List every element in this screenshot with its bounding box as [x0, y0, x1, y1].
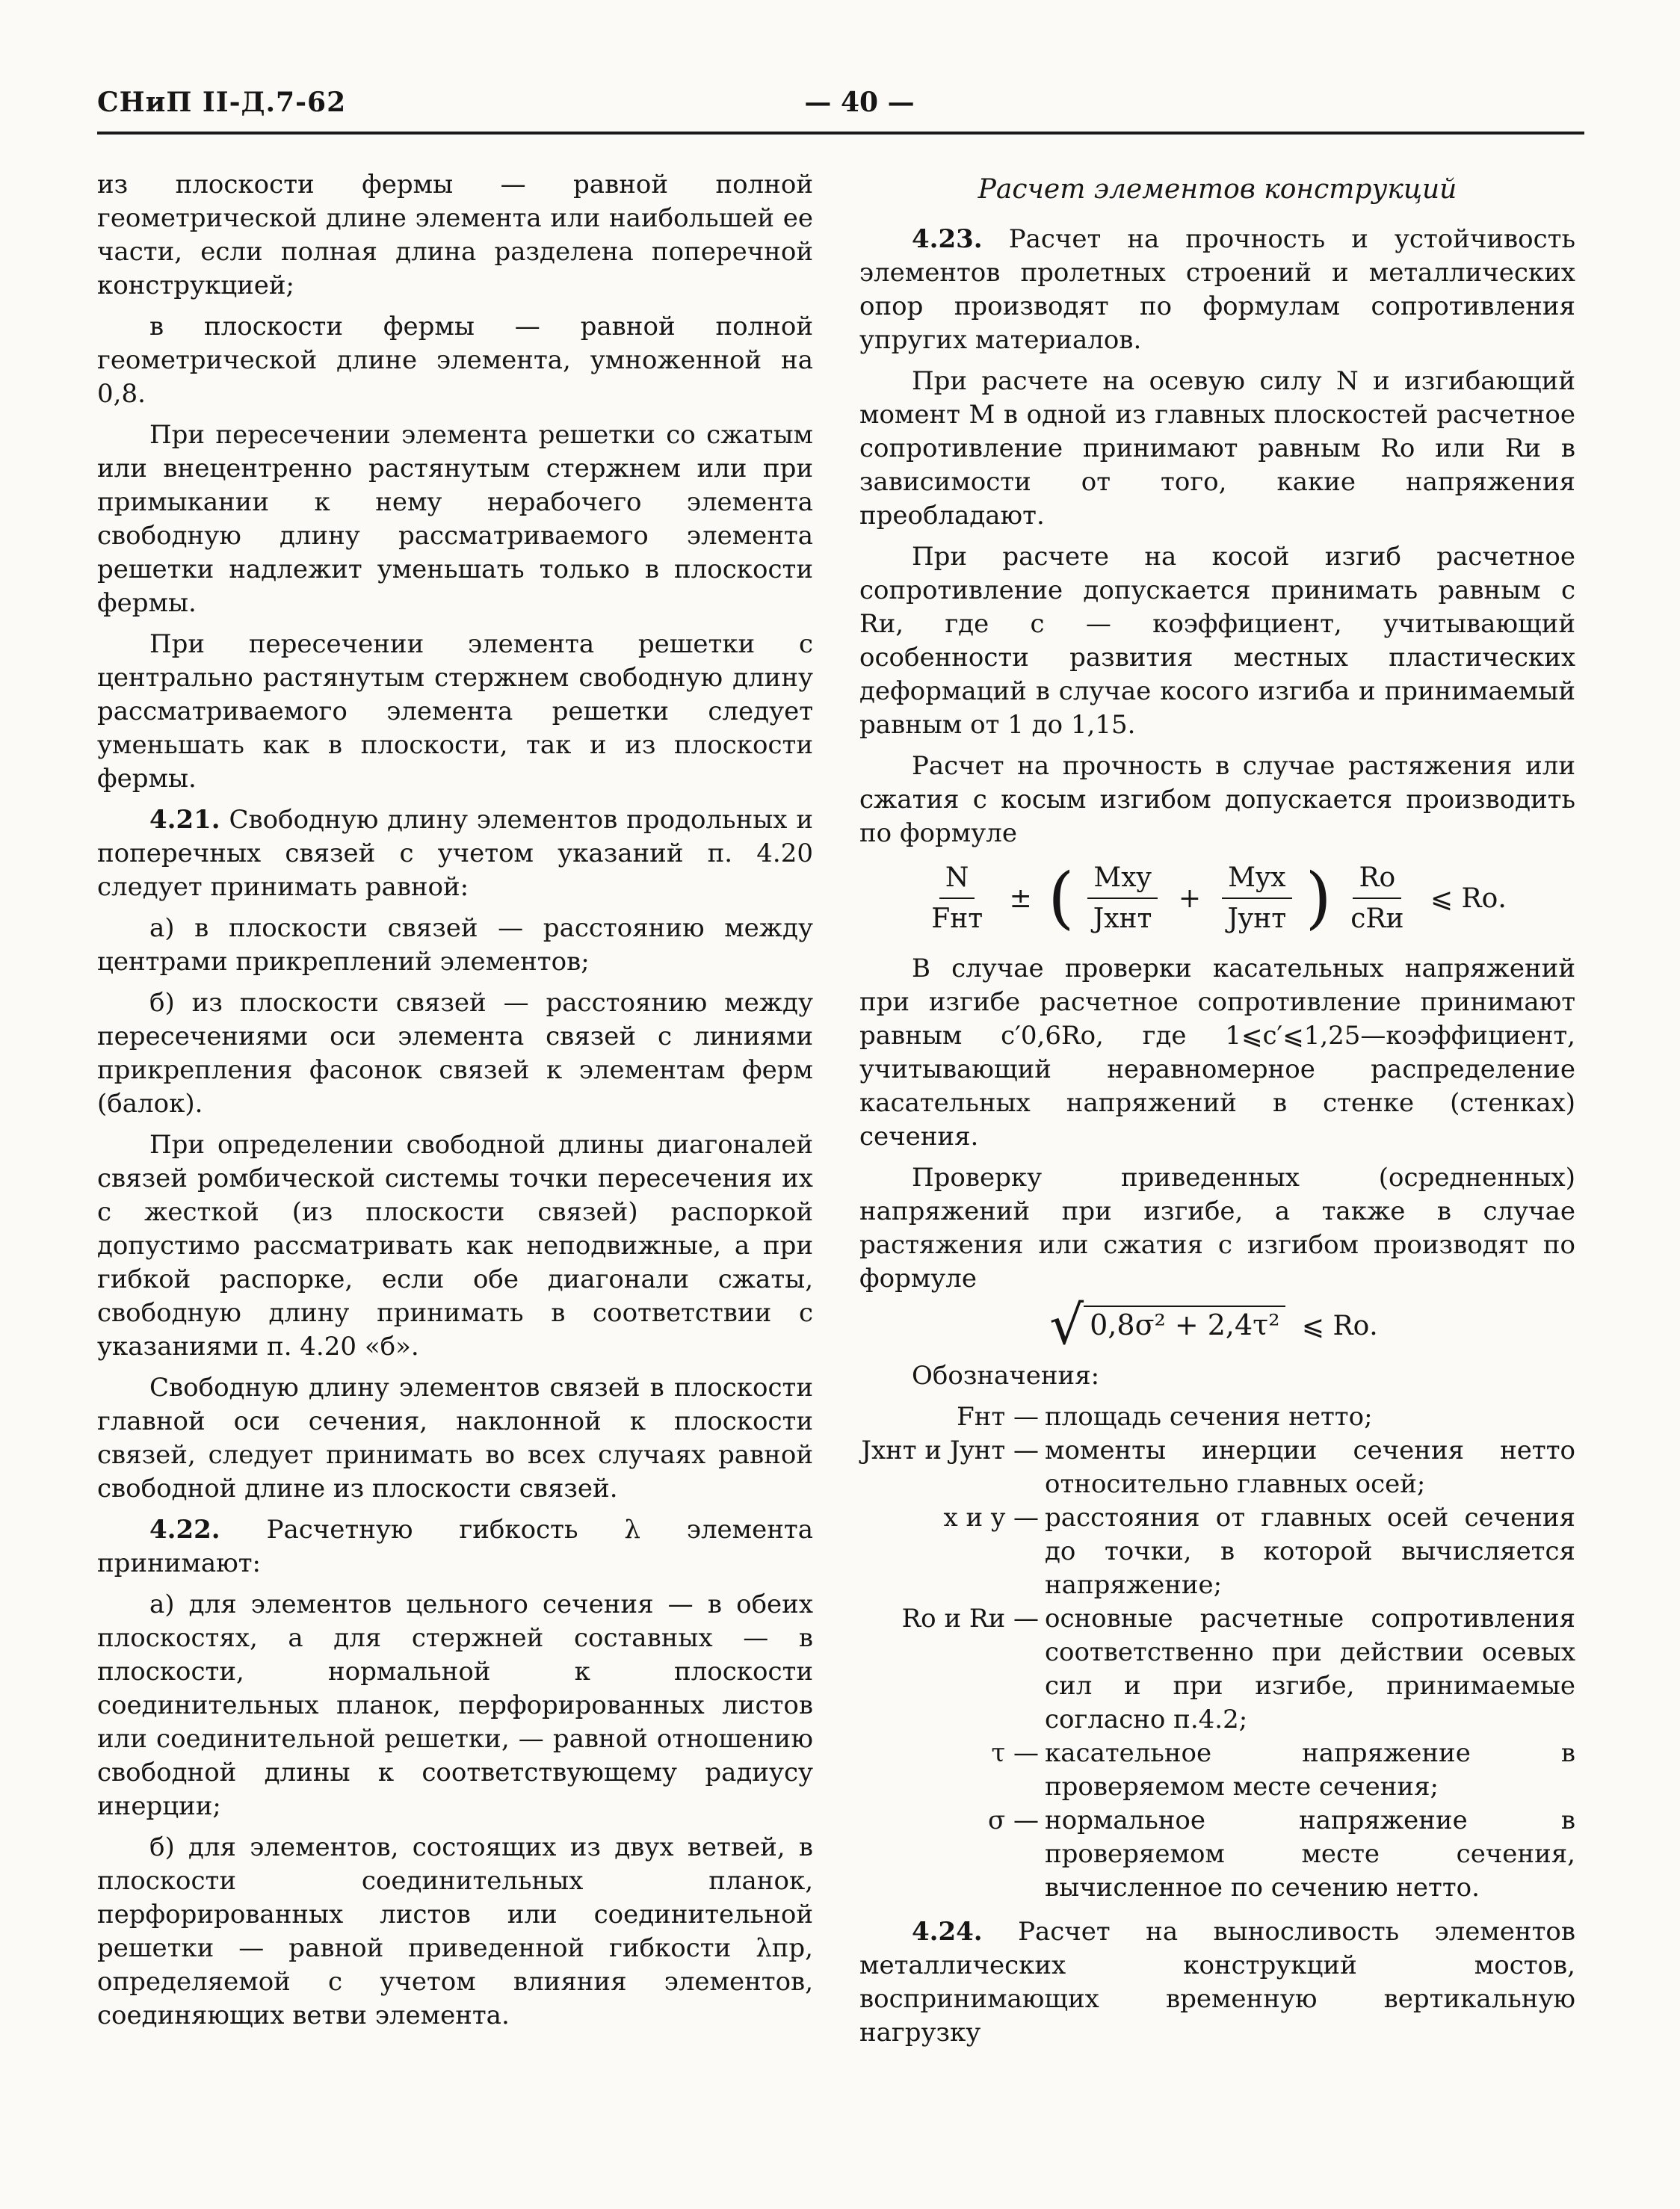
notation-item [859, 1804, 1575, 1905]
paragraph: из плоскости фермы — равной полной геометрической длине элемента или наибольшей ее части, если полная длина разделена поперечной конструкцией; [97, 170, 813, 300]
fraction-mxy-over-jx [1087, 861, 1158, 936]
notation-list [859, 1400, 1575, 1905]
notation-definition: основные расчетные сопротивления соответственно при действии осевых сил и при изгибе, принимаемые согласно п.4.2; [1045, 1603, 1575, 1734]
clause-number: 4.21. [149, 805, 220, 835]
notation-symbol: τ — [991, 1737, 1039, 1768]
clause-4-22 [97, 1513, 813, 1581]
paragraph: При пересечении элемента решетки со сжатым или внецентренно растянутым стержнем или при примыкании к нему нерабочего элемента свободную длину рассматриваемого элемента решетки надлежит уменьшать только в плоскости фермы. [97, 420, 813, 618]
clause-number: 4.24. [912, 1916, 983, 1947]
paragraph: При расчете на осевую силу N и изгибающий момент M в одной из главных плоскостей расчетное сопротивление принимают равным Rо или Rи в зависимости от того, какие напряжения преобладают. [859, 366, 1575, 531]
notation-item [859, 1400, 1575, 1434]
paragraph: а) для элементов цельного сечения — в обеих плоскостях, а для стержней составных — в плоскости, нормальной к плоскости соединительных планок, перфорированных листов или соединительной решетки, — равной отношению свободной длины к соответствующему радиусу инерции; [97, 1589, 813, 1821]
notation-definition: площадь сечения нетто; [1045, 1401, 1373, 1432]
square-root [1049, 1294, 1285, 1356]
page-header [97, 81, 1584, 135]
clause-number: 4.23. [912, 224, 983, 254]
notation-definition: нормальное напряжение в проверяемом месте сечения, вычисленное по сечению нетто. [1045, 1805, 1575, 1903]
formula-oblique-bending [859, 861, 1575, 936]
paragraph: В случае проверки касательных напряжений при изгибе расчетное сопротивление принимают равным c′0,6Rо, где 1⩽c′⩽1,25—коэффициент, учитывающий неравномерное распределение касательных напряжений в стенке (стенках) сечения. [859, 954, 1575, 1152]
page-number: — 40 — [804, 87, 915, 118]
numerator: N [939, 861, 975, 899]
clause-4-24 [859, 1915, 1575, 2050]
left-paren: ( [1048, 859, 1075, 937]
clause-4-23 [859, 223, 1575, 357]
paragraph: Свободную длину элементов связей в плоскости главной оси сечения, наклонной к плоскости связей, следует принимать во всех случаях равной свободной длине из плоскости связей. [97, 1373, 813, 1504]
denominator: Fнт [931, 903, 983, 934]
notation-symbol: σ — [987, 1805, 1039, 1835]
numerator: Myx [1222, 861, 1292, 899]
radicand: 0,8σ² + 2,4τ² [1084, 1306, 1285, 1341]
notation-item [859, 1501, 1575, 1602]
paragraph: Расчет на прочность в случае растяжения или сжатия с косым изгибом допускается производить по формуле [859, 751, 1575, 848]
numerator: Rо [1353, 861, 1401, 899]
right-paren: ) [1305, 859, 1332, 937]
header-rule [97, 132, 1584, 135]
clause-text: Расчет на выносливость элементов металлических конструкций мостов, воспринимающих временную вертикальную нагрузку [859, 1916, 1575, 2048]
clause-number: 4.22. [149, 1515, 220, 1545]
fraction-n-over-f [925, 861, 989, 936]
section-title: Расчет элементов конструкций [978, 174, 1457, 205]
fraction-myx-over-jy [1222, 861, 1293, 936]
paragraph: в плоскости фермы — равной полной геометрической длине элемента, умноженной на 0,8. [97, 312, 813, 409]
document-code: СНиП II-Д.7-62 [97, 87, 347, 118]
notation-definition: моменты инерции сечения нетто относительно главных осей; [1045, 1435, 1575, 1499]
clause-text: Расчетную гибкость λ элемента принимают: [97, 1515, 813, 1578]
notation-symbol: x и y — [943, 1502, 1039, 1533]
paragraph: а) в плоскости связей — расстоянию между центрами прикреплений элементов; [97, 913, 813, 977]
denominator: Jyнт [1227, 903, 1287, 934]
left-column [97, 168, 813, 2040]
clause-text: Расчет на прочность и устойчивость элементов пролетных строений и металлических опор производят по формулам сопротивления упругих материалов. [859, 224, 1575, 355]
denominator: Jxнт [1093, 903, 1152, 934]
notation-item [859, 1602, 1575, 1737]
notation-symbol: Jxнт и Jyнт — [861, 1435, 1039, 1465]
notation-item [859, 1737, 1575, 1804]
formula-reduced-stress [859, 1294, 1575, 1356]
clause-4-21 [97, 803, 813, 904]
plus-minus-sign: ± [1009, 883, 1032, 914]
notation-definition: касательное напряжение в проверяемом месте сечения; [1045, 1737, 1575, 1802]
formula-rhs: ⩽ Rо. [1430, 883, 1507, 914]
notation-title: Обозначения: [912, 1360, 1100, 1391]
plus-sign: + [1178, 883, 1202, 914]
numerator: Mxy [1087, 861, 1158, 899]
formula-rhs: ⩽ Rо. [1301, 1310, 1378, 1341]
paragraph: Проверку приведенных (осредненных) напряжений при изгибе, а также в случае растяжения или сжатия с изгибом производят по формуле [859, 1163, 1575, 1294]
notation-symbol: Rо и Rи — [901, 1603, 1039, 1634]
paragraph: При определении свободной длины диагоналей связей ромбической системы точки пересечения их с жесткой (из плоскости связей) распоркой допустимо рассматривать как неподвижные, а при гибкой распорке, если обе диагонали сжаты, свободную длину принимать в соответствии с указаниями п. 4.20 «б». [97, 1130, 813, 1362]
paragraph: При расчете на косой изгиб расчетное сопротивление допускается принимать равным c Rи, где c — коэффициент, учитывающий особенности развития местных пластических деформаций в случае косого изгиба и принимаемый равным от 1 до 1,15. [859, 542, 1575, 740]
paragraph: При пересечении элемента решетки с центрально растянутым стержнем свободную длину рассматриваемого элемента решетки следует уменьшать как в плоскости, так и из плоскости фермы. [97, 629, 813, 794]
notation-symbol: Fнт — [957, 1401, 1039, 1432]
right-column [859, 168, 1575, 2057]
radical-sign: √ [1049, 1294, 1084, 1356]
denominator: cRи [1350, 903, 1404, 934]
notation-definition: расстояния от главных осей сечения до точки, в которой вычисляется напряжение; [1045, 1502, 1575, 1600]
fraction-ro-over-cri [1344, 861, 1409, 936]
paragraph: б) из плоскости связей — расстоянию между пересечениями оси элемента связей с линиями прикрепления фасонок связей к элементам ферм (балок). [97, 988, 813, 1119]
paragraph: б) для элементов, состоящих из двух ветвей, в плоскости соединительных планок, перфорированных листов или соединительной решетки — равной приведенной гибкости λпр, определяемой с учетом влияния элементов, соединяющих ветви элемента. [97, 1832, 813, 2030]
notation-item [859, 1434, 1575, 1501]
clause-text: Свободную длину элементов продольных и поперечных связей с учетом указаний п. 4.20 следует принимать равной: [97, 805, 813, 902]
